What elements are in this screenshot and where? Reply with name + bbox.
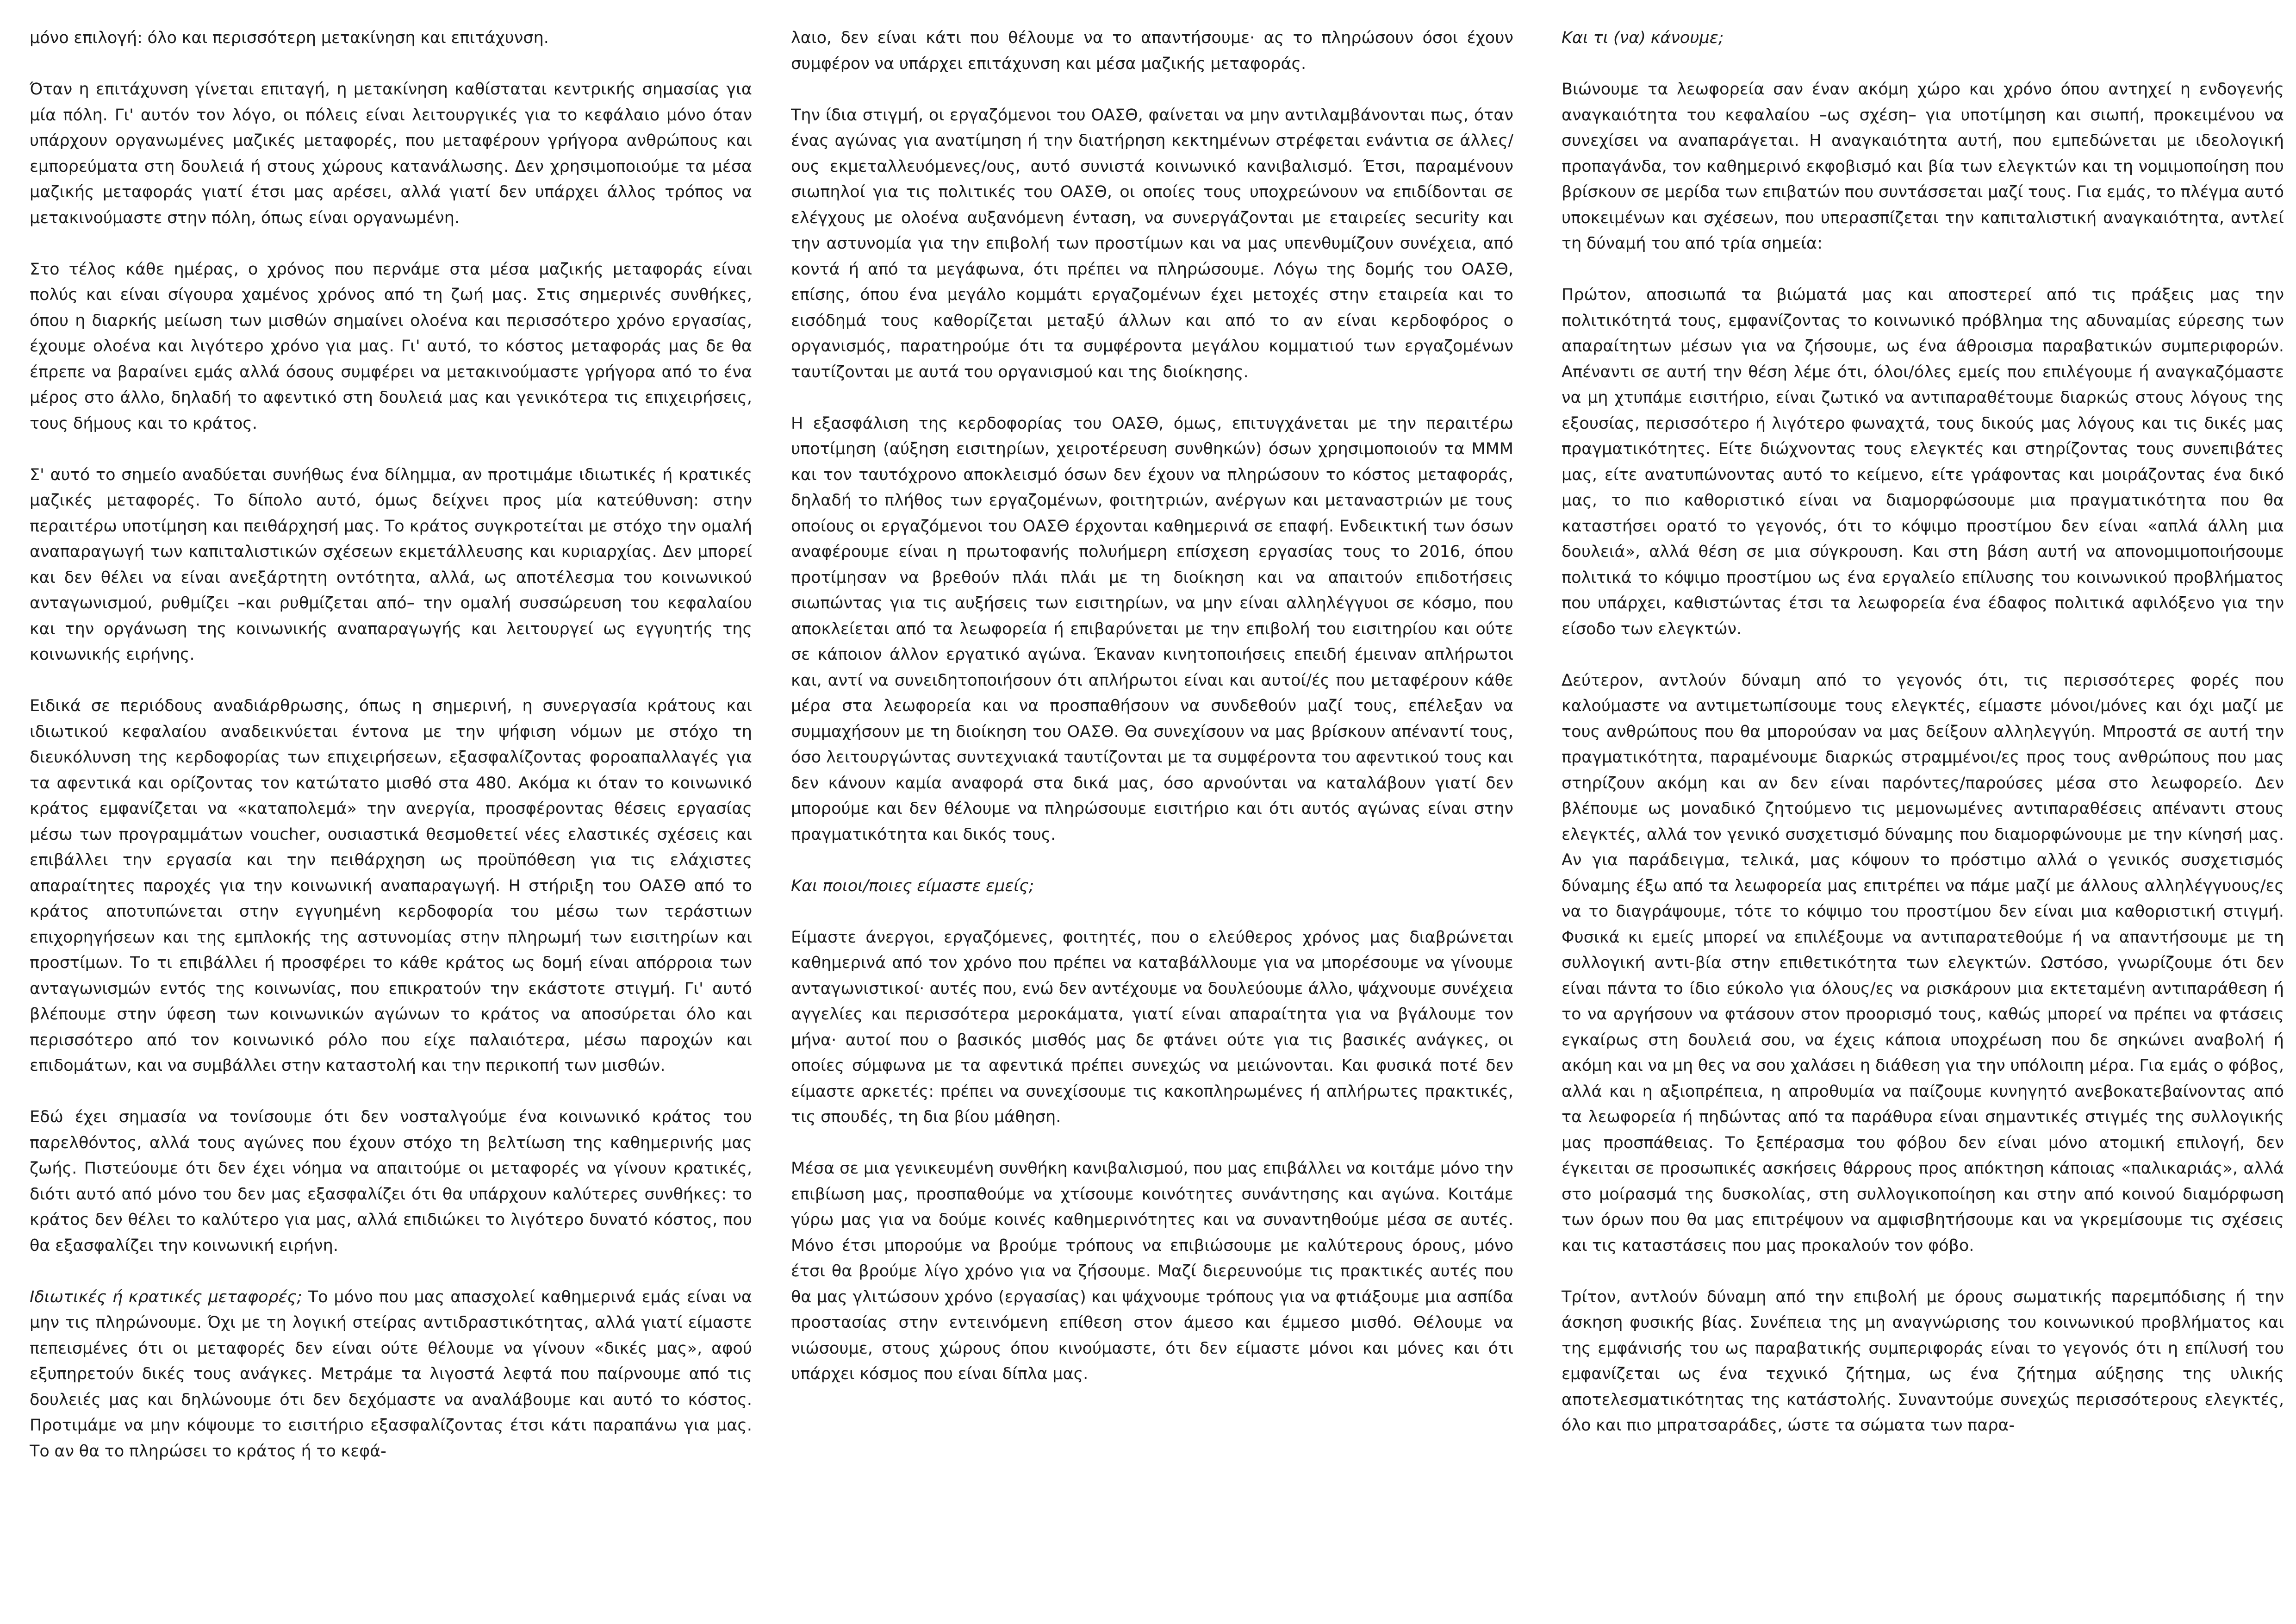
paragraph: Την ίδια στιγμή, οι εργαζόμενοι του ΟΑΣΘ, φαίνεται να μην αντιλαμβάνονται πως, όταν ένας αγώνας για ανατίμηση ή την διατήρηση κεκτημένων στρέφεται ενάντια σε άλλες/ους εκμεταλλευόμενες/ους, αυτό συνιστά κοινωνικό κανιβαλισμό. Έτσι, παραμένουν σιωπηλοί για τις πολιτικές του ΟΑΣΘ, οι οποίες τους υποχρεώνουν να επιδίδονται σε ελέγχους με ολοένα αυξανόμενη ένταση, να συνεργάζονται με εταιρείες security και την αστυνομία για την επιβολή των προστίμων και να μας υπενθυμίζουν συνέχεια, από κοντά ή από τα μεγάφωνα, ότι πρέπει να πληρώσουμε. Λόγω της δομής του ΟΑΣΘ, επίσης, όπου ένα μεγάλο κομμάτι εργαζομένων έχει μετοχές στην εταιρεία και το εισόδημά τους καθορίζεται μεταξύ άλλων και από το αν είναι κερδοφόρος ο οργανισμός, παρατηρούμε ότι τα συμφέροντα μεγάλου κομματιού των εργαζομένων ταυτίζονται με αυτά του οργανισμού και της διοίκησης. bbox=[791, 106, 1513, 381]
paragraph: Είμαστε άνεργοι, εργαζόμενες, φοιτητές, που ο ελεύθερος χρόνος μας διαβρώνεται καθημερινά από τον χρόνο που πρέπει να καταβάλλουμε για να μπορέσουμε να γίνουμε ανταγωνιστικοί· αυτές που, ενώ δεν αντέχουμε να δουλεύουμε άλλο, ψάχνουμε συνέχεια αγγελίες και περισσότερα μεροκάματα, γιατί είναι απαραίτητα για να βγάλουμε τον μήνα· αυτοί που ο βασικός μισθός μας δε φτάνει ούτε για τις βασικές ανάγκες, οι οποίες σύμφωνα με τα αφεντικά πρέπει συνεχώς να μειώνονται. Και φυσικά ποτέ δεν είμαστε αρκετές: πρέπει να συνεχίσουμε τις κακοπληρωμένες ή απλήρωτες πρακτικές, τις σπουδές, τη δια βίου μάθηση. bbox=[791, 928, 1513, 1126]
paragraph bbox=[30, 1285, 752, 1465]
paragraph: Πρώτον, αποσιωπά τα βιώματά μας και αποστερεί από τις πράξεις μας την πολιτικότητά τους, εμφανίζοντας το κοινωνικό πρόβλημα της αδυναμίας εύρεσης των απαραίτητων μέσων για να ζήσουμε, ως ένα άθροισμα παραβατικών συμπεριφορών. Απέναντι σε αυτή την θέση λέμε ότι, όλοι/όλες εμείς που επιλέγουμε ή αναγκαζόμαστε να μη χτυπάμε εισιτήριο, είναι ζωτικό να αντιπαραθέτουμε διαρκώς στους λόγους της εξουσίας, περισσότερο ή λιγότερο φωναχτά, τους δικούς μας λόγους και τις δικές μας πραγματικότητες. Είτε διώχνοντας τους ελεγκτές και στηρίζοντας τους συνεπιβάτες μας, είτε ανατυπώνοντας αυτό το κείμενο, είτε γράφοντας και μοιράζοντας ένα δικό μας, το πιο καθοριστικό είναι να διαμορφώσουμε μια πραγματικότητα που θα καταστήσει ορατό το γεγονός, ότι το κόψιμο προστίμου δεν είναι «απλά άλλη μια δουλειά», αλλά θέση σε μια σύγκρουση. Και στη βάση αυτή να απονομιμοποιήσουμε πολιτικά το κόψιμο προστίμου ως ένα εργαλείο επίλυσης του κοινωνικού προβλήματος που υπάρχει, καθιστώντας έτσι τα λεωφορεία ένα έδαφος πολιτικά αφιλόξενο για την είσοδο των ελεγκτών. bbox=[1562, 286, 2284, 638]
text-column-right bbox=[1562, 25, 2284, 1618]
paragraph: Μέσα σε μια γενικευμένη συνθήκη κανιβαλισμού, που μας επιβάλλει να κοιτάμε μόνο την επιβίωση μας, προσπαθούμε να χτίσουμε κοινότητες συνάντησης και αγώνα. Κοιτάμε γύρω μας για να δούμε κοινές καθημερινότητες και να συναντηθούμε μέσα σε αυτές. Μόνο έτσι μπορούμε να βρούμε τρόπους να επιβιώσουμε με καλύτερους όρους, μόνο έτσι θα βρούμε λίγο χρόνο για να ζήσουμε. Μαζί διερευνούμε τις πρακτικές αυτές που θα μας γλιτώσουν χρόνο (εργασίας) και ψάχνουμε τρόπους για να φτιάξουμε μια ασπίδα προστασίας στην εντεινόμενη επίθεση στον άμεσο και έμμεσο μισθό. Θέλουμε να νιώσουμε, στους χώρους όπου κινούμαστε, ότι δεν είμαστε μόνοι και μόνες και ότι υπάρχει κόσμος που είναι δίπλα μας. bbox=[791, 1159, 1513, 1383]
text-column-middle bbox=[791, 25, 1513, 1618]
paragraph: Εδώ έχει σημασία να τονίσουμε ότι δεν νοσταλγούμε ένα κοινωνικό κράτος του παρελθόντος, αλλά τους αγώνες που έχουν στόχο τη βελτίωση της καθημερινής μας ζωής. Πιστεύουμε ότι δεν έχει νόημα να απαιτούμε οι μεταφορές να γίνουν κρατικές, διότι αυτό από μόνο του δεν μας εξασφαλίζει ότι θα υπάρχουν καλύτερες συνθήκες: το κράτος δεν θέλει το καλύτερο για μας, αλλά επιδιώκει το λιγότερο δυνατό κόστος, που θα εξασφαλίζει την κοινωνική ειρήνη. bbox=[30, 1108, 752, 1255]
paragraph: μόνο επιλογή: όλο και περισσότερη μετακίνηση και επιτάχυνση. bbox=[30, 29, 549, 47]
paragraph: Όταν η επιτάχυνση γίνεται επιταγή, η μετακίνηση καθίσταται κεντρικής σημασίας για μία πόλη. Γι' αυτόν τον λόγο, οι πόλεις είναι λειτουργικές για το κεφάλαιο μόνο όταν υπάρχουν οργανωμένες μαζικές μεταφορές, που μεταφέρουν γρήγορα ανθρώπους και εμπορεύματα στη δουλειά ή στους χώρους κατανάλωσης. Δεν χρησιμοποιούμε τα μέσα μαζικής μεταφοράς γιατί έτσι μας αρέσει, αλλά γιατί δεν υπάρχει άλλος τρόπος να μετακινούμαστε στην πόλη, όπως είναι οργανωμένη. bbox=[30, 80, 752, 227]
paragraph: Στο τέλος κάθε ημέρας, ο χρόνος που περνάμε στα μέσα μαζικής μεταφοράς είναι πολύς και είναι σίγουρα χαμένος χρόνος από τη ζωή μας. Στις σημερινές συνθήκες, όπου η διαρκής μείωση των μισθών σημαίνει ολοένα και περισσότερο χρόνο εργασίας, έχουμε ολοένα και λιγότερο χρόνο για μας. Γι' αυτό, το κόστος μεταφοράς μας δε θα έπρεπε να βαραίνει εμάς αλλά όσους συμφέρει να μετακινούμαστε γρήγορα από το ένα μέρος στο άλλο, δηλαδή το αφεντικό στη δουλειά μας και γενικότερα τις επιχειρήσεις, τους δήμους και το κράτος. bbox=[30, 260, 752, 433]
paragraph: λαιο, δεν είναι κάτι που θέλουμε να το απαντήσουμε· ας το πληρώσουν όσοι έχουν συμφέρον να υπάρχει επιτάχυνση και μέσα μαζικής μεταφοράς. bbox=[791, 29, 1513, 73]
paragraph: Ειδικά σε περιόδους αναδιάρθρωσης, όπως η σημερινή, η συνεργασία κράτους και ιδιωτικού κεφαλαίου αναδεικνύεται έντονα με την ψήφιση νόμων με στόχο τη διευκόλυνση της κερδοφορίας των επιχειρήσεων, εξασφαλίζοντας φοροαπαλλαγές για τα αφεντικά και ορίζοντας τον κατώτατο μισθό στα 480. Ακόμα κι όταν το κοινωνικό κράτος εμφανίζεται να «καταπολεμά» την ανεργία, προσφέροντας θέσεις εργασίας μέσω των προγραμμάτων voucher, ουσιαστικά θεσμοθετεί νέες ελαστικές σχέσεις και επιβάλλει την εργασία και την πειθάρχηση ως προϋπόθεση για τις ελάχιστες απαραίτητες παροχές για την κοινωνική αναπαραγωγή. Η στήριξη του ΟΑΣΘ από το κράτος αποτυπώνεται στην εγγυημένη κερδοφορία του μέσω των τεράστιων επιχορηγήσεων και της εμπλοκής της αστυνομίας στην πληρωμή των εισιτηρίων και προστίμων. Το τι επιβάλλει ή προσφέρει το κάθε κράτος ως δομή είναι απόρροια των ανταγωνισμών εντός της κοινωνίας, που επικρατούν την εκάστοτε στιγμή. Γι' αυτό βλέπουμε στην ύφεση των κοινωνικών αγώνων το κράτος να αποσύρεται όλο και περισσότερο από τον κοινωνικό ρόλο που είχε παλαιότερα, μέσω παροχών και επιδομάτων, και να συμβάλλει στην καταστολή και την περικοπή των μισθών. bbox=[30, 697, 752, 1075]
paragraph: Σ' αυτό το σημείο αναδύεται συνήθως ένα δίλημμα, αν προτιμάμε ιδιωτικές ή κρατικές μαζικές μεταφορές. Το δίπολο αυτό, όμως δείχνει προς μία κατεύθυνση: στην περαιτέρω υποτίμηση και πειθάρχησή μας. Το κράτος συγκροτείται με στόχο την ομαλή αναπαραγωγή των καπιταλιστικών σχέσεων εκμετάλλευσης και κυριαρχίας. Δεν μπορεί και δεν θέλει να είναι ανεξάρτητη οντότητα, αλλά, ως αποτέλεσμα του κοινωνικού ανταγωνισμού, ρυθμίζει –και ρυθμίζεται από– την ομαλή συσσώρευση του κεφαλαίου και την οργάνωση της κοινωνικής αναπαραγωγής και λειτουργεί ως εγγυητής της κοινωνικής ειρήνης. bbox=[30, 465, 752, 664]
section-lead-heading: Ιδιωτικές ή κρατικές μεταφορές; bbox=[30, 1287, 302, 1306]
paragraph-text: Το μόνο που μας απασχολεί καθημερινά εμάς είναι να μην τις πληρώνουμε. Όχι με τη λογική στείρας αντιδραστικότητας, αλλά γιατί είμαστε πεπεισμένες ότι οι μεταφορές δεν είναι ούτε θέλουμε να γίνουν «δικές μας», αφού εξυπηρετούν δικές τους ανάγκες. Μετράμε τα λιγοστά λεφτά που παίρνουμε από τις δουλειές μας και δηλώνουμε ότι δεν δεχόμαστε να αναλάβουμε και αυτό το κόστος. Προτιμάμε να μην κόψουμε το εισιτήριο εξασφαλίζοντας έτσι κάτι παραπάνω για μας. Το αν θα το πληρώσει το κράτος ή το κεφά- bbox=[30, 1287, 752, 1461]
section-heading: Και ποιοι/ποιες είμαστε εμείς; bbox=[791, 876, 1034, 895]
text-column-left bbox=[30, 25, 752, 1618]
paragraph: Η εξασφάλιση της κερδοφορίας του ΟΑΣΘ, όμως, επιτυγχάνεται με την περαιτέρω υποτίμηση (αύξηση εισιτηρίων, χειροτέρευση συνθηκών) όσων χρησιμοποιούν τα ΜΜΜ και τον ταυτόχρονο αποκλεισμό όσων δεν έχουν να πληρώσουν το κόστος μεταφοράς, δηλαδή το πλήθος των εργαζομένων, φοιτητριών, ανέργων και μεταναστριών με τους οποίους οι εργαζόμενοι του ΟΑΣΘ έρχονται καθημερινά σε επαφή. Ενδεικτική των όσων αναφέρουμε είναι η πρωτοφανής πολυήμερη επίσχεση εργασίας τους το 2016, όπου προτίμησαν να βρεθούν πλάι πλάι με τη διοίκηση και να απαιτούν επιδοτήσεις σιωπώντας για τις αυξήσεις των εισιτηρίων, να μην είναι αλληλέγγυοι σε κόσμο, που αποκλείεται από τα λεωφορεία ή επιβαρύνεται με την επιβολή του εισιτηρίου και ούτε σε κάποιον άλλον εργατικό αγώνα. Έκαναν κινητοποιήσεις επειδή έμειναν απλήρωτοι και, αντί να συνειδητοποιήσουν ότι απλήρωτοι είναι και αυτοί/ές που μεταφέρουν κάθε μέρα στα λεωφορεία και να προσπαθήσουν να συνδεθούν μαζί τους, επέλεξαν να συμμαχήσουν με τη διοίκηση του ΟΑΣΘ. Θα συνεχίσουν να μας βρίσκουν απέναντί τους, όσο λειτουργώντας συντεχνιακά ταυτίζονται με τα συμφέροντα του αφεντικού τους και δεν κάνουν καμία αναφορά στα δικά μας, όσο αρνούνται να καταλάβουν γιατί δεν μπορούμε και δεν θέλουμε να πληρώσουμε εισιτήριο και ότι αυτός αγώνας είναι στην πραγματικότητα και δικός τους. bbox=[791, 414, 1513, 844]
section-heading: Και τι (να) κάνουμε; bbox=[1562, 29, 1724, 47]
paragraph: Τρίτον, αντλούν δύναμη από την επιβολή με όρους σωματικής παρεμπόδισης ή την άσκηση φυσικής βίας. Συνέπεια της μη αναγνώρισης του κοινωνικού προβλήματος και της εμφάνισής του ως παραβατικής συμπεριφοράς είναι το γεγονός ότι η επίλυσή του εμφανίζεται ως ένα τεχνικό ζήτημα, ως ένα ζήτημα αύξησης της υλικής αποτελεσματικότητας της κατάστολής. Συναντούμε συνεχώς περισσότερους ελεγκτές, όλο και πιο μπρατσαράδες, ώστε τα σώματα των παρα- bbox=[1562, 1287, 2284, 1435]
paragraph: Δεύτερον, αντλούν δύναμη από το γεγονός ότι, τις περισσότερες φορές που καλούμαστε να αντιμετωπίσουμε τους ελεγκτές, είμαστε μόνοι/μόνες και όχι μαζί με τους ανθρώπους που θα μπορούσαν να μας δείξουν αλληλεγγύη. Μπροστά σε αυτή την πραγματικότητα, παραμένουμε διαρκώς στραμμένοι/ες προς τους ανθρώπους που μας στηρίζουν ακόμη και αν δεν είναι παρόντες/παρούσες μέσα στο λεωφορείο. Δεν βλέπουμε ως μοναδικό ζητούμενο τις μεμονωμένες αντιπαραθέσεις απέναντι στους ελεγκτές, αλλά τον γενικό συσχετισμό δύναμης που διαμορφώνουμε με την κίνησή μας. Αν για παράδειγμα, τελικά, μας κόψουν το πρόστιμο αλλά ο γενικός συσχετισμός δύναμης έξω από τα λεωφορεία μας επιτρέπει να πάμε μαζί με άλλους αλληλέγγυους/ες να το διαγράψουμε, τότε το κόψιμο του προστίμου δεν είναι μια καθοριστική στιγμή. Φυσικά κι εμείς μπορεί να επιλέξουμε να αντιπαρατεθούμε ή να απαντήσουμε με τη συλλογική αντι-βία στην επιθετικότητα των ελεγκτών. Ωστόσο, γνωρίζουμε ότι δεν είναι πάντα το ίδιο εύκολο για όλους/ες να ρισκάρουν μια εκτεταμένη αντιπαράθεση ή το να αργήσουν να φτάσουν στον προορισμό τους, καθώς μπορεί να πρέπει να φτάσεις εγκαίρως στη δουλειά σου, να έχεις κάποια υποχρέωση που δε σηκώνει αναβολή ή ακόμη και να μη θες να σου χαλάσει η διάθεση για την υπόλοιπη μέρα. Για εμάς ο φόβος, αλλά και η αξιοπρέπεια, η απροθυμία να παίζουμε κυνηγητό ανεβοκατεβαίνοντας από τα λεωφορεία ή πηδώντας από τα παράθυρα είναι σημαντικές στιγμές της συλλογικής μας προσπάθειας. Το ξεπέρασμα του φόβου δεν είναι μόνο ατομική επιλογή, δεν έγκειται σε προσωπικές ασκήσεις θάρρους προς απόκτηση κάποιας «παλικαριάς», αλλά στο μοίρασμά της δυσκολίας, στη συλλογικοποίηση και στην από κοινού διαμόρφωση των όρων που θα μας επιτρέψουν να αμφισβητήσουμε και να γκρεμίσουμε τις σχέσεις και τις καταστάσεις που μας προκαλούν τον φόβο. bbox=[1562, 671, 2284, 1255]
paragraph: Βιώνουμε τα λεωφορεία σαν έναν ακόμη χώρο και χρόνο όπου αντηχεί η ενδογενής αναγκαιότητα του κεφαλαίου –ως σχέση– για υποτίμηση και σιωπή, προκειμένου να συνεχίσει να αναπαράγεται. Η αναγκαιότητα αυτή, που εμπεδώνεται με ιδεολογική προπαγάνδα, τον καθημερινό εκφοβισμό και βία των ελεγκτών και τη νομιμοποίηση που βρίσκουν σε μερίδα των επιβατών που συντάσσεται μαζί τους. Για εμάς, το πλέγμα αυτό υποκειμένων και σχέσεων, που υπερασπίζεται την καπιταλιστική αναγκαιότητα, αντλεί τη δύναμή του από τρία σημεία: bbox=[1562, 80, 2284, 253]
